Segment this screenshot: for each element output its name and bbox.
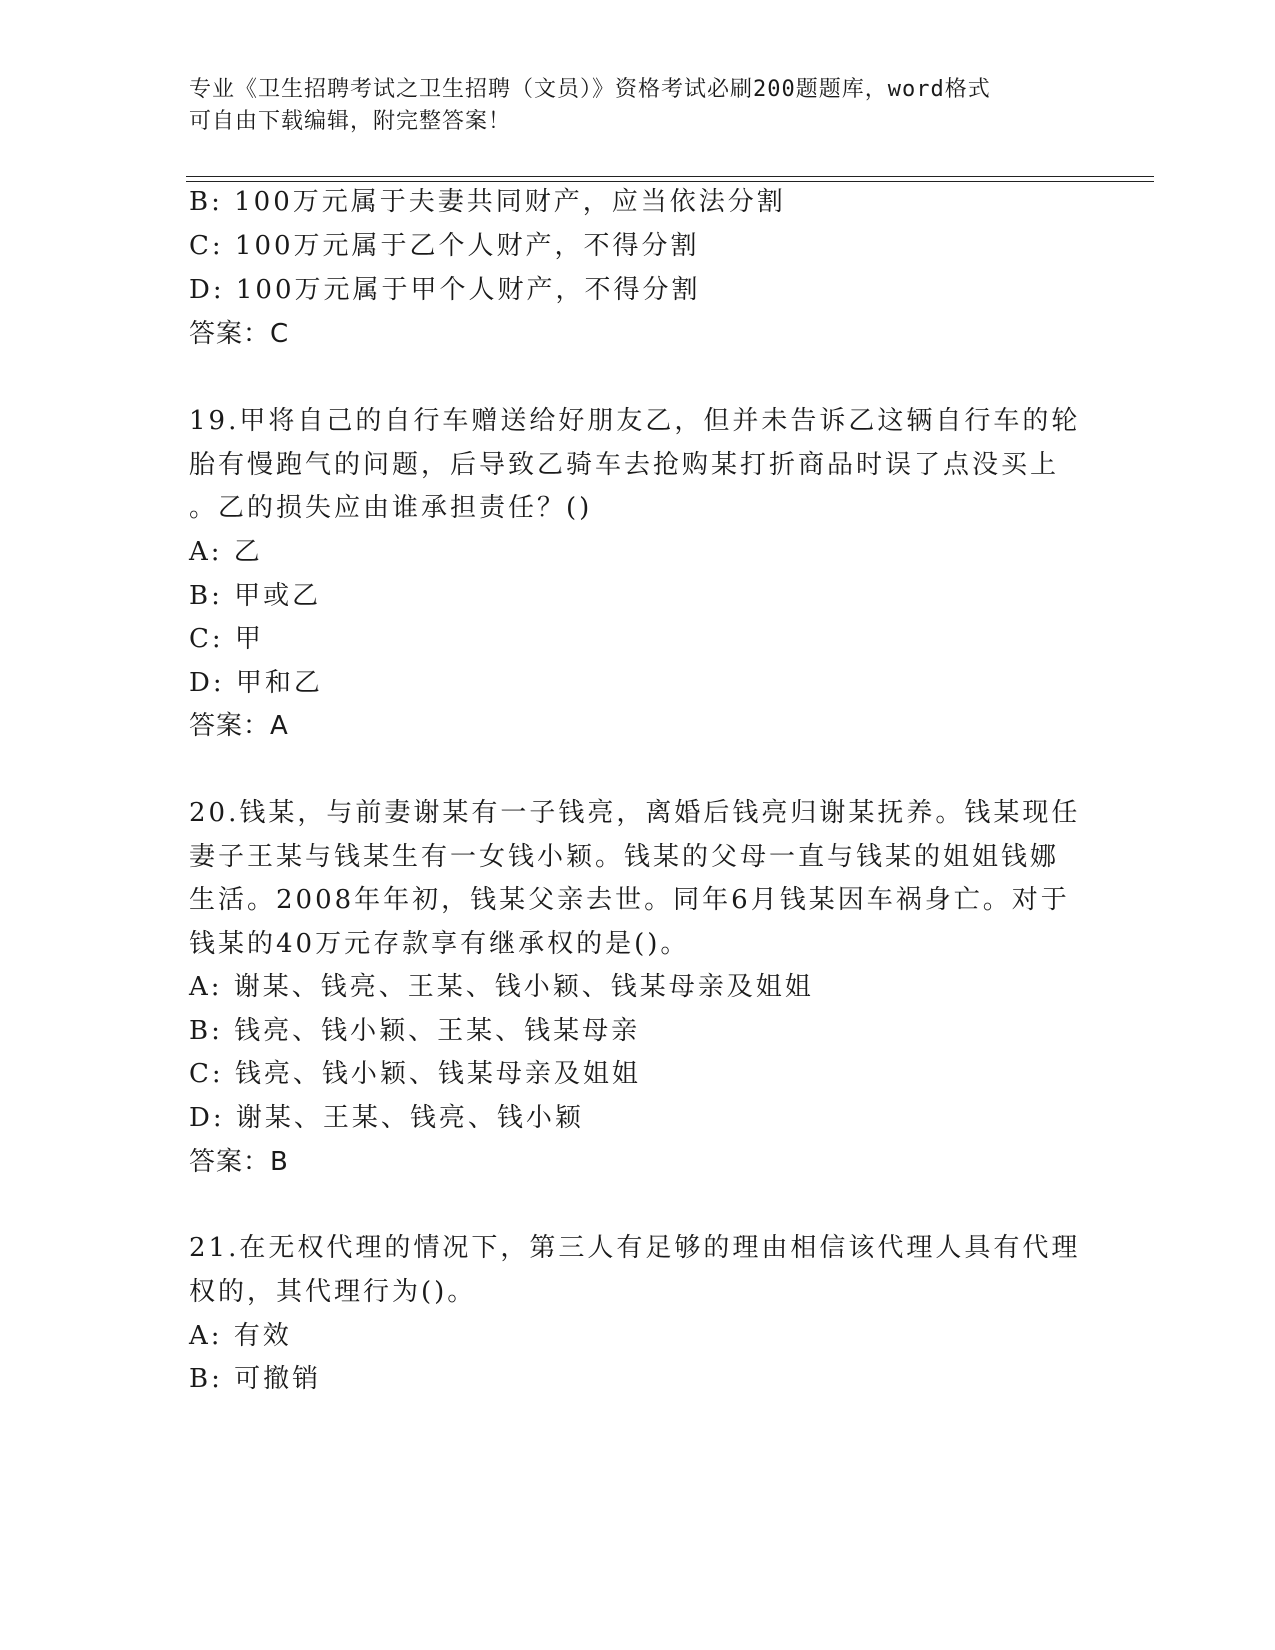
q20-stem-line-2: 妻子王某与钱某生有一女钱小颖。钱某的父母一直与钱某的姐姐钱娜 bbox=[189, 842, 1060, 872]
q19-answer: 答案：A bbox=[189, 711, 289, 741]
q20-option-a: A: 谢某、钱亮、王某、钱小颖、钱某母亲及姐姐 bbox=[189, 972, 814, 1002]
q19-option-c: C: 甲 bbox=[189, 624, 264, 654]
document-header bbox=[189, 74, 1089, 138]
q20-option-c: C: 钱亮、钱小颖、钱某母亲及姐姐 bbox=[189, 1059, 641, 1089]
q19-stem-line-3: 。乙的损失应由谁承担责任？() bbox=[189, 493, 593, 523]
q19-stem-line-1: 19.甲将自己的自行车赠送给好朋友乙，但并未告诉乙这辆自行车的轮 bbox=[189, 406, 1081, 436]
q20-stem-line-4: 钱某的40万元存款享有继承权的是()。 bbox=[189, 929, 690, 959]
prev-option-d: D: 100万元属于甲个人财产，不得分割 bbox=[189, 275, 701, 305]
q20-answer: 答案：B bbox=[189, 1147, 289, 1177]
q19-stem-line-2: 胎有慢跑气的问题，后导致乙骑车去抢购某打折商品时误了点没买上 bbox=[189, 450, 1060, 480]
prev-option-c: C: 100万元属于乙个人财产，不得分割 bbox=[189, 231, 700, 261]
header-divider-bottom bbox=[186, 181, 1154, 182]
q20-option-d: D: 谢某、王某、钱亮、钱小颖 bbox=[189, 1103, 584, 1133]
q21-stem-line-1: 21.在无权代理的情况下，第三人有足够的理由相信该代理人具有代理 bbox=[189, 1233, 1081, 1263]
header-line-1: 专业《卫生招聘考试之卫生招聘（文员）》资格考试必刷200题题库，word格式 bbox=[189, 77, 991, 102]
header-divider-top bbox=[186, 176, 1154, 177]
q19-option-a: A: 乙 bbox=[189, 537, 263, 567]
q21-stem-line-2: 权的，其代理行为()。 bbox=[189, 1277, 477, 1307]
prev-answer: 答案：C bbox=[189, 319, 290, 349]
q20-stem-line-3: 生活。2008年年初，钱某父亲去世。同年6月钱某因车祸身亡。对于 bbox=[189, 885, 1070, 915]
q19-option-b: B: 甲或乙 bbox=[189, 581, 322, 611]
q20-stem-line-1: 20.钱某，与前妻谢某有一子钱亮，离婚后钱亮归谢某抚养。钱某现任 bbox=[189, 798, 1081, 828]
prev-option-b: B: 100万元属于夫妻共同财产，应当依法分割 bbox=[189, 187, 786, 217]
q21-option-b: B: 可撤销 bbox=[189, 1364, 322, 1394]
q20-option-b: B: 钱亮、钱小颖、王某、钱某母亲 bbox=[189, 1016, 641, 1046]
header-line-2: 可自由下载编辑，附完整答案！ bbox=[189, 109, 512, 134]
q21-option-a: A: 有效 bbox=[189, 1321, 292, 1351]
q19-option-d: D: 甲和乙 bbox=[189, 668, 323, 698]
